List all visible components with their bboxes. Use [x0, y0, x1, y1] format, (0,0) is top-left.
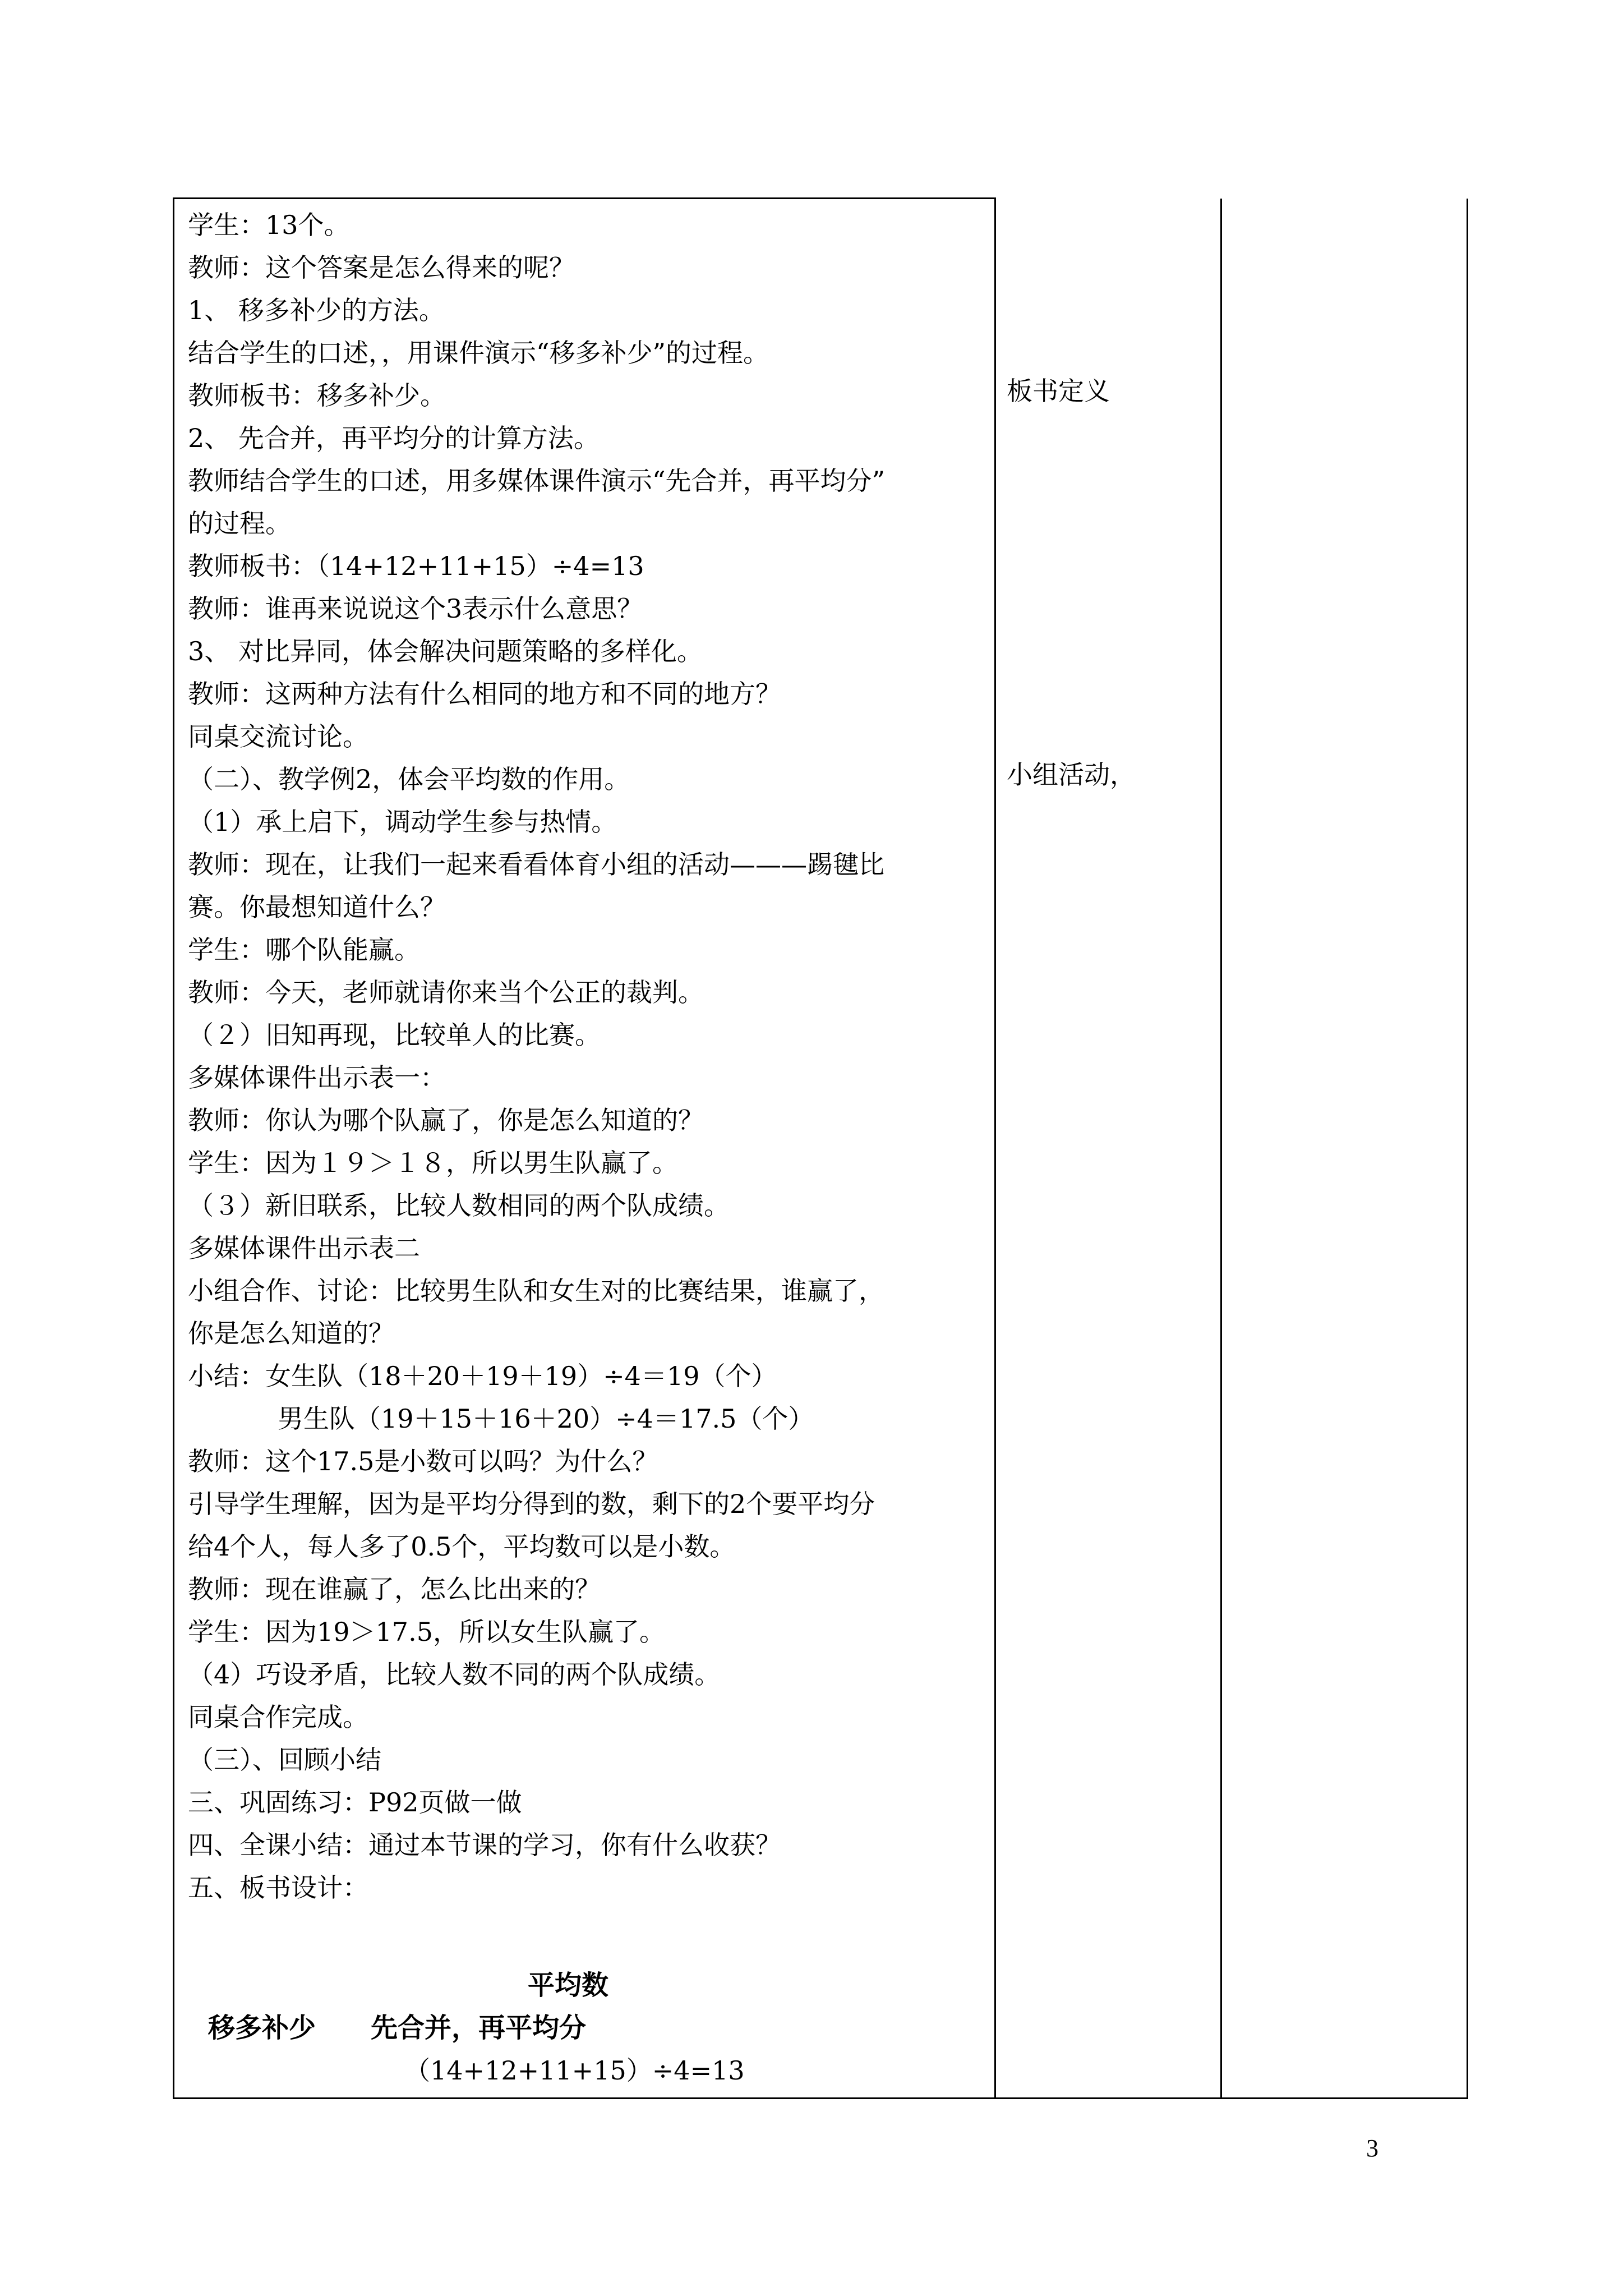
lesson-line: 小组合作、讨论：比较男生队和女生对的比赛结果，谁赢了， [188, 1276, 884, 1306]
lesson-line: 教师：你认为哪个队赢了，你是怎么知道的？ [188, 1105, 704, 1135]
lesson-line: 赛。你最想知道什么？ [188, 892, 446, 922]
spacer [188, 1909, 994, 1952]
board-methods [174, 2007, 994, 2049]
lesson-line: 教师：现在谁赢了，怎么比出来的？ [188, 1574, 601, 1604]
blackboard-design [174, 1964, 994, 2092]
lesson-line: （1）承上启下，调动学生参与热情。 [188, 807, 617, 837]
lesson-line: 的过程。 [188, 508, 291, 539]
lesson-line: 四、全课小结：通过本节课的学习，你有什么收获？ [188, 1830, 781, 1860]
lesson-line: 结合学生的口述，，用课件演示“移多补少”的过程。 [188, 338, 769, 368]
lesson-line: 学生：因为１９＞１８，所以男生队赢了。 [188, 1148, 678, 1178]
lesson-line: 学生：哪个队能赢。 [188, 935, 420, 965]
board-title: 平均数 [528, 1970, 609, 2001]
lesson-line: 2、 先合并，再平均分的计算方法。 [188, 423, 600, 453]
notes-cell [995, 199, 1221, 2099]
lesson-line: 三、巩固练习：P92页做一做 [188, 1787, 522, 1818]
lesson-line: 教师：今天，老师就请你来当个公正的裁判。 [188, 977, 704, 1007]
lesson-line: 五、板书设计： [188, 1872, 368, 1903]
board-formula: （14+12+11+15）÷4=13 [404, 2055, 745, 2086]
lesson-line: （２）旧知再现，比较单人的比赛。 [188, 1020, 601, 1050]
lesson-plan-table [173, 197, 1468, 2099]
lesson-line: 教师：这个17.5是小数可以吗？为什么？ [188, 1446, 658, 1476]
lesson-line: 男生队（19＋15＋16＋20）÷4＝17.5（个） [278, 1404, 814, 1434]
board-method-2: 先合并，再平均分 [371, 2012, 587, 2044]
lesson-line: 1、 移多补少的方法。 [188, 295, 445, 325]
lesson-line: 给4个人，每人多了0.5个，平均数可以是小数。 [188, 1531, 736, 1562]
lesson-line: （二）、教学例2，体会平均数的作用。 [188, 764, 630, 794]
lesson-line: 教师板书：（14+12+11+15）÷4=13 [188, 551, 644, 581]
lesson-line: 教师结合学生的口述，用多媒体课件演示“先合并，再平均分” [188, 466, 886, 496]
lesson-line: 多媒体课件出示表一： [188, 1062, 446, 1093]
note-board-definition: 板书定义 [1007, 376, 1110, 406]
lesson-line: 学生：13个。 [188, 210, 350, 240]
board-method-1: 移多补少 [208, 2012, 316, 2044]
teaching-process-cell [174, 199, 995, 2099]
lesson-line: 小结：女生队（18＋20＋19＋19）÷4＝19（个） [188, 1361, 777, 1391]
lesson-line: 教师：谁再来说说这个3表示什么意思？ [188, 593, 643, 624]
lesson-line: 引导学生理解，因为是平均分得到的数，剩下的2个要平均分 [188, 1489, 875, 1519]
extra-cell [1221, 199, 1468, 2099]
lesson-line: 教师板书：移多补少。 [188, 380, 446, 411]
lesson-line: 多媒体课件出示表二 [188, 1233, 420, 1263]
lesson-line: （三）、回顾小结 [188, 1745, 381, 1775]
lesson-line: （３）新旧联系，比较人数相同的两个队成绩。 [188, 1190, 730, 1221]
lesson-line: 同桌交流讨论。 [188, 721, 368, 752]
lesson-line: 教师：这两种方法有什么相同的地方和不同的地方？ [188, 679, 781, 709]
lesson-line: （4）巧设矛盾，比较人数不同的两个队成绩。 [188, 1659, 721, 1690]
lesson-line: 教师：现在，让我们一起来看看体育小组的活动———踢毽比 [188, 849, 884, 880]
note-group-activity: 小组活动， [1007, 760, 1136, 790]
lesson-line: 教师：这个答案是怎么得来的呢？ [188, 252, 575, 283]
lesson-line: 学生：因为19＞17.5，所以女生队赢了。 [188, 1617, 665, 1647]
lesson-line: 你是怎么知道的？ [188, 1318, 394, 1349]
lesson-line: 3、 对比异同，体会解决问题策略的多样化。 [188, 636, 703, 666]
lesson-line: 同桌合作完成。 [188, 1702, 368, 1732]
page-number: 3 [1366, 2134, 1378, 2162]
teaching-process-text [174, 199, 994, 1952]
